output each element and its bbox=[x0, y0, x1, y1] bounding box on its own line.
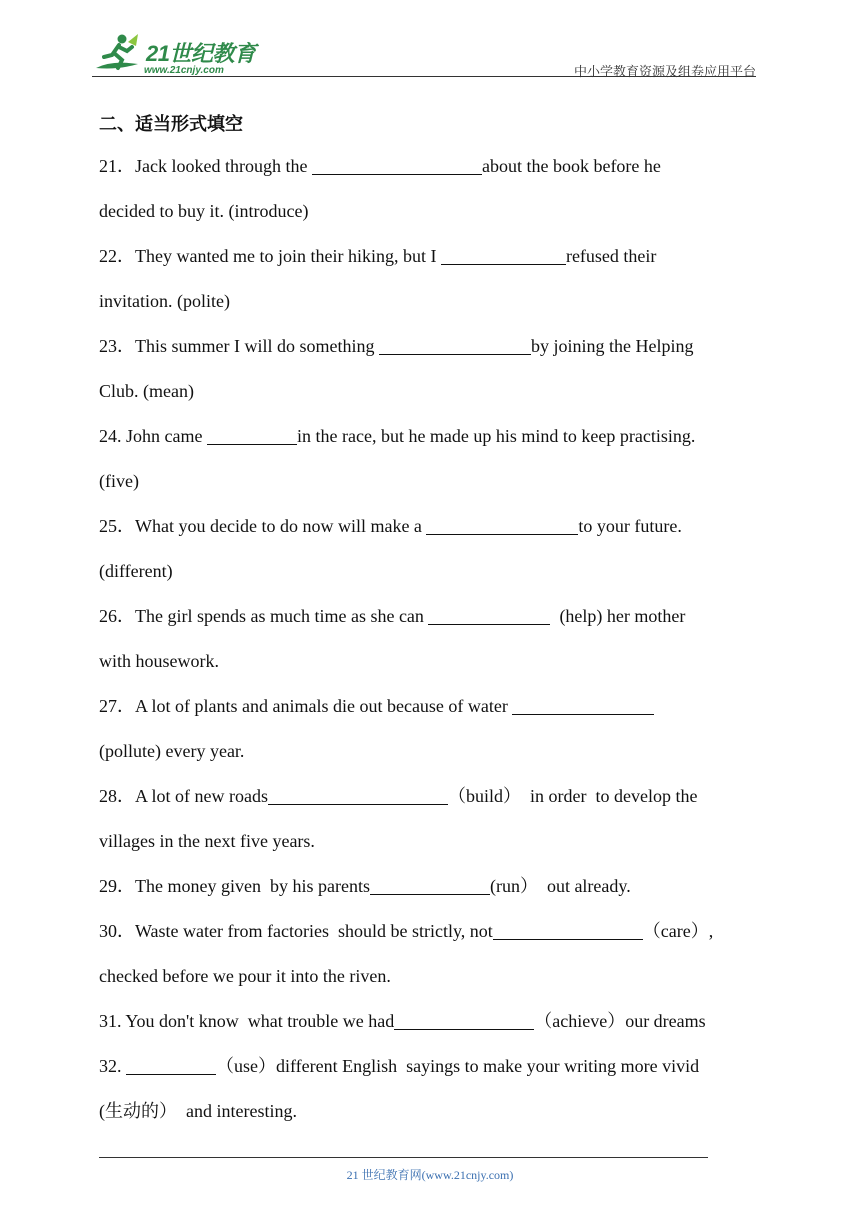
question-line bbox=[99, 774, 771, 819]
question-line bbox=[99, 684, 771, 729]
answer-blank[interactable] bbox=[394, 1011, 534, 1030]
question-text: (run） out already. bbox=[489, 876, 631, 896]
question bbox=[99, 1044, 771, 1134]
question-text: (生动的） and interesting. bbox=[99, 1101, 297, 1121]
question bbox=[99, 864, 771, 909]
question-line bbox=[99, 504, 771, 549]
question-line bbox=[99, 639, 771, 684]
question-text: 22．They wanted me to join their hiking, but I bbox=[99, 246, 441, 266]
question-text: （use）different English sayings to make your writing more vivid bbox=[216, 1056, 700, 1076]
question-text: 23．This summer I will do something bbox=[99, 336, 379, 356]
question-text: (different) bbox=[99, 561, 173, 581]
question-text: （achieve）our dreams bbox=[534, 1011, 706, 1031]
question bbox=[99, 684, 771, 774]
question-text: 24. John came bbox=[99, 426, 207, 446]
question-text: Club. (mean) bbox=[99, 381, 194, 401]
question-text: 29．The money given by his parents bbox=[99, 876, 370, 896]
question-line bbox=[99, 549, 771, 594]
question-text: in the race, but he made up his mind to keep practising. bbox=[296, 426, 696, 446]
question-text: to your future. bbox=[578, 516, 682, 536]
question-line bbox=[99, 369, 771, 414]
question-text: decided to buy it. (introduce) bbox=[99, 201, 309, 221]
question-text: (pollute) every year. bbox=[99, 741, 245, 761]
question-text: 28．A lot of new roads bbox=[99, 786, 268, 806]
question-line bbox=[99, 729, 771, 774]
header-divider bbox=[92, 76, 756, 77]
question-line bbox=[99, 864, 771, 909]
question-line bbox=[99, 999, 771, 1044]
question-text: (help) her mother bbox=[550, 606, 686, 626]
question-line bbox=[99, 324, 771, 369]
answer-blank[interactable] bbox=[428, 606, 550, 625]
question-line bbox=[99, 909, 771, 954]
answer-blank[interactable] bbox=[207, 426, 297, 445]
page-header bbox=[92, 30, 756, 78]
question-line bbox=[99, 234, 771, 279]
footer-text: 21 世纪教育网(www.21cnjy.com) bbox=[346, 1168, 514, 1182]
answer-blank[interactable] bbox=[312, 156, 482, 175]
answer-blank[interactable] bbox=[512, 696, 654, 715]
answer-blank[interactable] bbox=[441, 246, 566, 265]
question-text: by joining the Helping bbox=[530, 336, 694, 356]
question-line bbox=[99, 279, 771, 324]
runner-logo-icon bbox=[92, 30, 144, 78]
question-list bbox=[99, 144, 771, 1134]
question-line bbox=[99, 954, 771, 999]
answer-blank[interactable] bbox=[379, 336, 531, 355]
question-text: 25．What you decide to do now will make a bbox=[99, 516, 427, 536]
question-line bbox=[99, 144, 771, 189]
brand-name: 21世纪教育 bbox=[146, 41, 256, 66]
question bbox=[99, 324, 771, 414]
question-text: 21．Jack looked through the bbox=[99, 156, 312, 176]
question-text: （care）, bbox=[642, 921, 714, 941]
question-line bbox=[99, 414, 771, 459]
logo bbox=[92, 30, 262, 78]
question-text: villages in the next five years. bbox=[99, 831, 315, 851]
answer-blank[interactable] bbox=[370, 876, 490, 895]
question-text: 26．The girl spends as much time as she can bbox=[99, 606, 429, 626]
question bbox=[99, 144, 771, 234]
question bbox=[99, 234, 771, 324]
answer-blank[interactable] bbox=[268, 786, 448, 805]
question-line bbox=[99, 189, 771, 234]
question-text: (five) bbox=[99, 471, 139, 491]
question-text: 27．A lot of plants and animals die out because of water bbox=[99, 696, 513, 716]
section-title: 二、适当形式填空 bbox=[99, 114, 243, 135]
answer-blank[interactable] bbox=[126, 1056, 216, 1075]
question bbox=[99, 909, 771, 999]
question-line bbox=[99, 1089, 771, 1134]
brand-url: www.21cnjy.com bbox=[144, 65, 224, 76]
question-text: checked before we pour it into the riven. bbox=[99, 966, 391, 986]
question-text: refused their bbox=[565, 246, 657, 266]
platform-tagline: 中小学教育资源及组卷应用平台 bbox=[573, 64, 756, 79]
question-line bbox=[99, 459, 771, 504]
question-text: with housework. bbox=[99, 651, 219, 671]
question-text: 31. You don't know what trouble we had bbox=[99, 1011, 395, 1031]
question bbox=[99, 594, 771, 684]
question-text: 30．Waste water from factories should be strictly, not bbox=[99, 921, 493, 941]
footer-divider bbox=[99, 1157, 708, 1158]
question-line bbox=[99, 819, 771, 864]
question-text: （build） in order to develop the bbox=[447, 786, 698, 806]
question bbox=[99, 774, 771, 864]
answer-blank[interactable] bbox=[493, 921, 643, 940]
question-text: invitation. (polite) bbox=[99, 291, 230, 311]
answer-blank[interactable] bbox=[426, 516, 578, 535]
question bbox=[99, 999, 771, 1044]
question-line bbox=[99, 594, 771, 639]
question-text: about the book before he bbox=[481, 156, 661, 176]
question bbox=[99, 414, 771, 504]
question-line bbox=[99, 1044, 771, 1089]
question bbox=[99, 504, 771, 594]
question-text: 32. bbox=[99, 1056, 126, 1076]
